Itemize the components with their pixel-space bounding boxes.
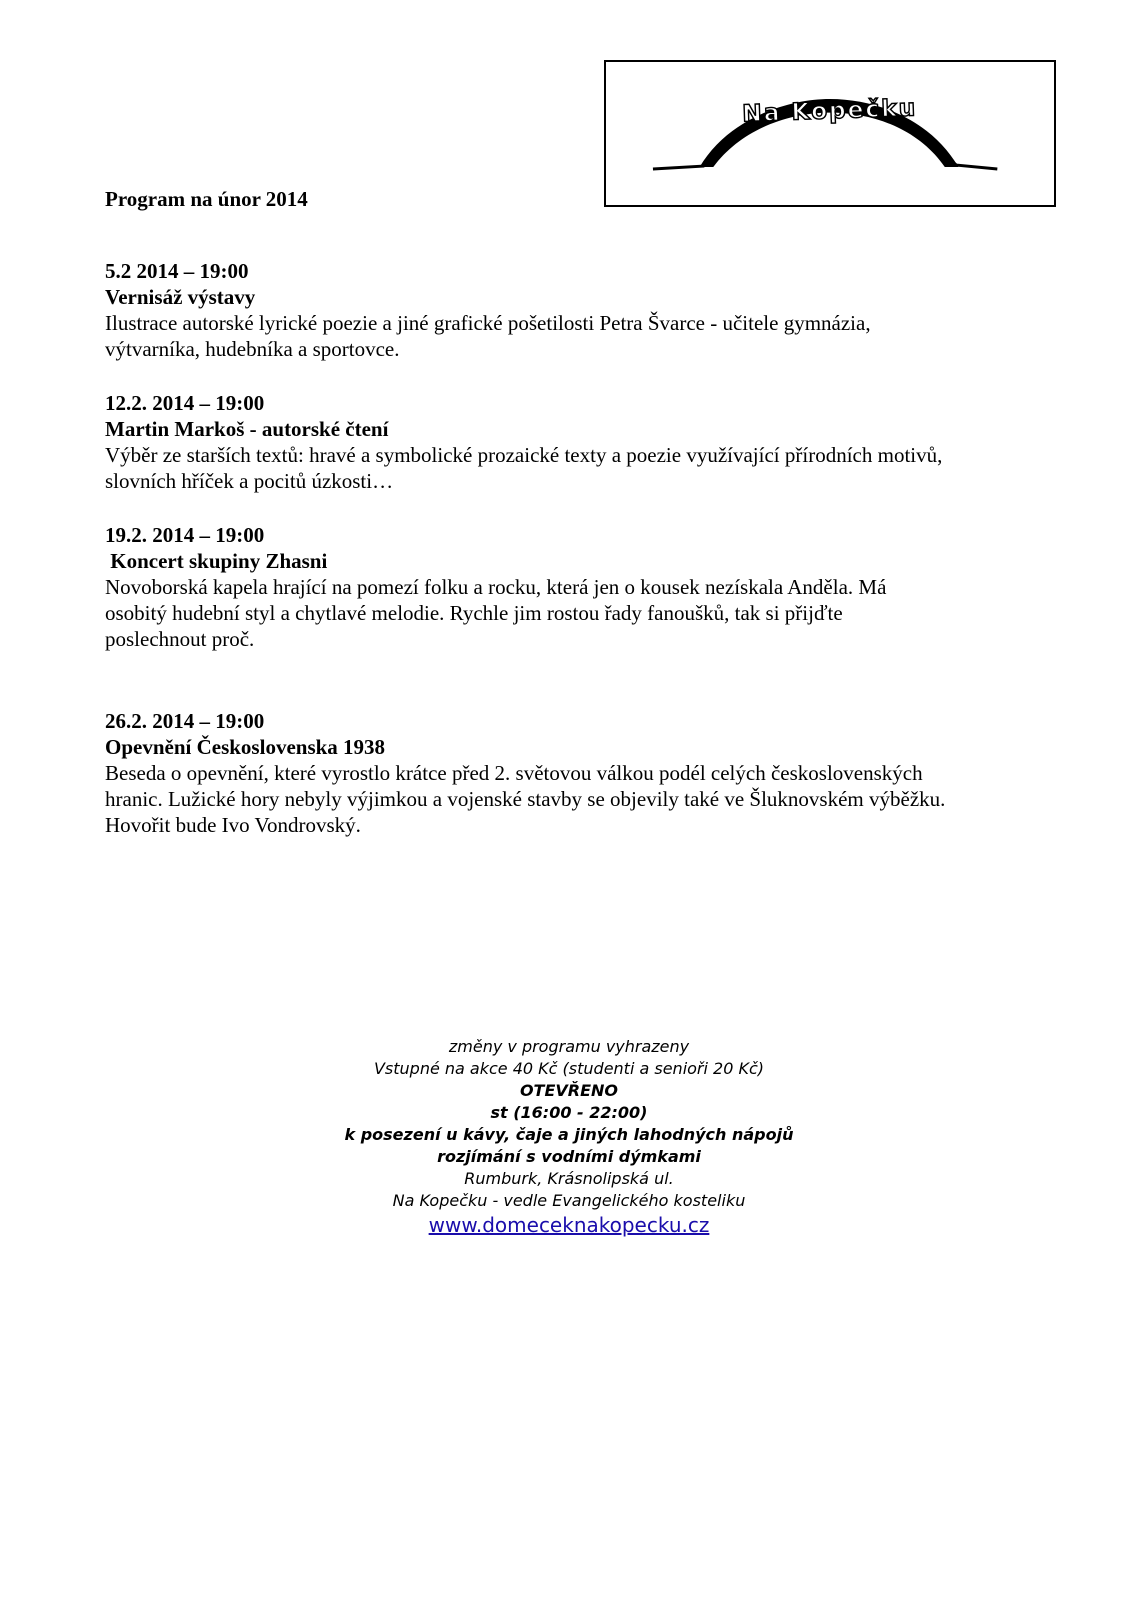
event-date: 5.2 2014 – 19:00 [105, 259, 249, 283]
open-hours: st (16:00 - 22:00) [490, 1103, 648, 1122]
admission-info: Vstupné na akce 40 Kč (studenti a senioři 20 Kč) [373, 1059, 765, 1078]
event-item [105, 258, 1065, 362]
changes-note: změny v programu vyhrazeny [448, 1037, 690, 1056]
event-description-line: Hovořit bude Ivo Vondrovský. [105, 813, 361, 837]
event-description-line: Ilustrace autorské lyrické poezie a jiné grafické pošetilosti Petra Švarce - učitele gymnázia, [105, 311, 871, 335]
open-label: OTEVŘENO [519, 1081, 619, 1100]
event-description-line: slovních hříček a pocitů úzkosti… [105, 469, 394, 493]
event-description-line: Výběr ze starších textů: hravé a symbolické prozaické texty a poezie využívající přírodních motivů, [105, 443, 943, 467]
coffee-note: k posezení u kávy, čaje a jiných lahodných nápojů [344, 1125, 794, 1144]
event-description-line: výtvarníka, hudebníka a sportovce. [105, 337, 400, 361]
location-note: Na Kopečku - vedle Evangelického kosteliku [392, 1191, 746, 1210]
logo-hill-graphic [606, 62, 1054, 205]
page-title: Program na únor 2014 [105, 187, 308, 211]
event-item [105, 390, 1065, 494]
address: Rumburk, Krásnolipská ul. [464, 1169, 674, 1188]
event-date: 12.2. 2014 – 19:00 [105, 391, 265, 415]
event-description-line: hranic. Lužické hory nebyly výjimkou a vojenské stavby se objevily také ve Šluknovském výběžku. [105, 787, 946, 811]
event-description-line: Novoborská kapela hrající na pomezí folku a rocku, která jen o kousek nezískala Anděla. Má [105, 575, 887, 599]
event-description-line: Beseda o opevnění, které vyrostlo krátce před 2. světovou válkou podél celých československých [105, 761, 923, 785]
hookah-note: rozjímání s vodními dýmkami [437, 1147, 701, 1166]
event-name: Martin Markoš - autorské čtení [105, 417, 389, 441]
event-item [105, 522, 1065, 652]
event-name: Opevnění Československa 1938 [105, 735, 386, 759]
footer-info [0, 1036, 1138, 1238]
event-item [105, 708, 1065, 838]
event-name: Vernisáž výstavy [105, 285, 256, 309]
website-link[interactable]: www.domeceknakopecku.cz [428, 1213, 710, 1237]
event-name: Koncert skupiny Zhasni [105, 549, 328, 573]
svg-text:Na Kopečku: Na Kopečku [741, 93, 918, 128]
event-description-line: poslechnout proč. [105, 627, 255, 651]
event-date: 19.2. 2014 – 19:00 [105, 523, 265, 547]
logo [604, 60, 1056, 207]
event-description-line: osobitý hudební styl a chytlavé melodie. Rychle jim rostou řady fanoušků, tak si přijďte [105, 601, 843, 625]
event-date: 26.2. 2014 – 19:00 [105, 709, 265, 733]
